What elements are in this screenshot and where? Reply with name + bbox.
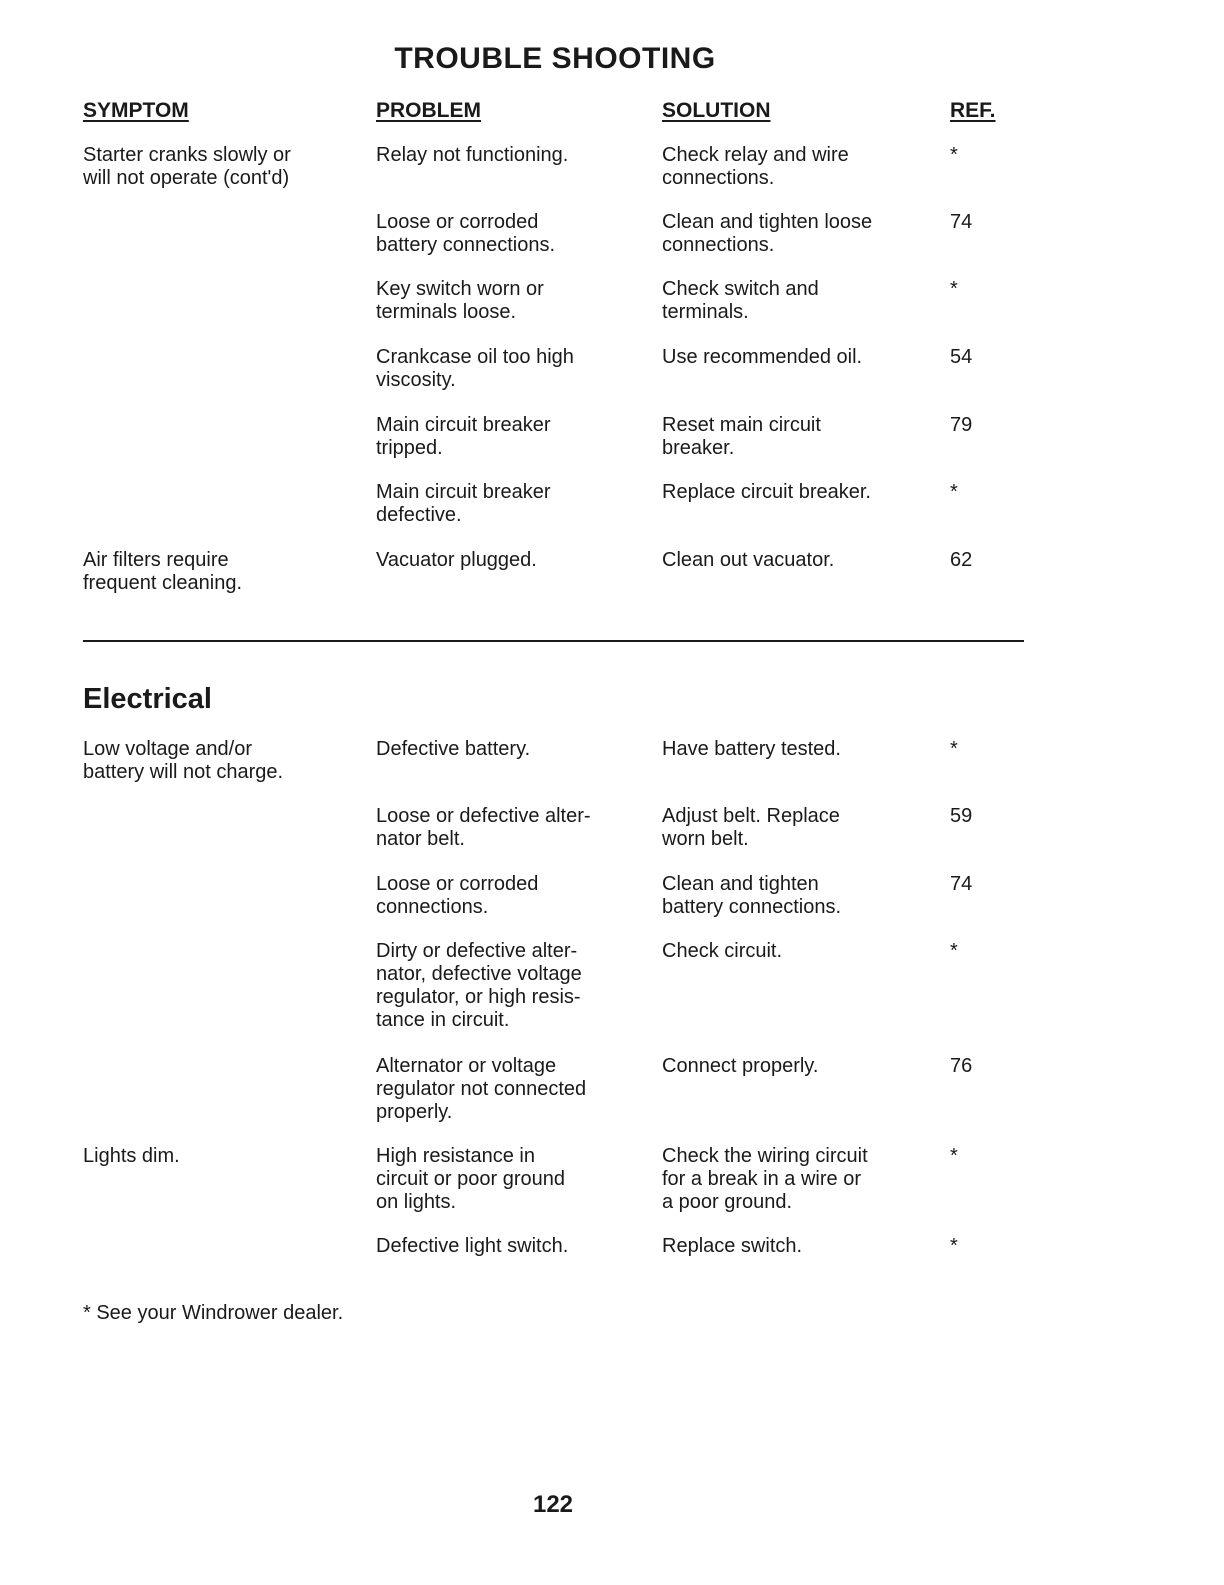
problem-cell: Alternator or voltage regulator not connected properly. (376, 1055, 587, 1123)
solution-cell: Reset main circuit breaker. (662, 414, 821, 459)
solution-cell: Use recommended oil. (662, 346, 863, 368)
problem-cell: Main circuit breaker tripped. (376, 414, 551, 459)
problem-cell: Loose or corroded battery connections. (376, 211, 555, 256)
section-divider (83, 640, 1024, 642)
ref-cell: 76 (950, 1055, 973, 1077)
problem-cell: Dirty or defective alter- nator, defective voltage regulator, or high resis- tance in circuit. (376, 940, 582, 1031)
ref-cell: * (950, 1145, 958, 1167)
ref-cell: * (950, 278, 958, 300)
problem-cell: Crankcase oil too high viscosity. (376, 346, 574, 391)
ref-cell: 59 (950, 805, 973, 827)
solution-cell: Check the wiring circuit for a break in a wire or a poor ground. (662, 1145, 868, 1213)
problem-cell: Key switch worn or terminals loose. (376, 278, 544, 323)
problem-cell: High resistance in circuit or poor ground on lights. (376, 1145, 565, 1213)
ref-cell: 74 (950, 873, 973, 895)
ref-cell: * (950, 481, 958, 503)
solution-cell: Clean and tighten battery connections. (662, 873, 841, 918)
ref-cell: 62 (950, 549, 973, 571)
solution-cell: Have battery tested. (662, 738, 841, 760)
solution-cell: Connect properly. (662, 1055, 819, 1077)
problem-cell: Vacuator plugged. (376, 549, 537, 571)
ref-cell: 54 (950, 346, 973, 368)
ref-cell: * (950, 940, 958, 962)
symptom-cell: Lights dim. (83, 1145, 180, 1167)
page-title: TROUBLE SHOOTING (394, 42, 716, 75)
ref-cell: 79 (950, 414, 973, 436)
problem-cell: Defective light switch. (376, 1235, 569, 1257)
solution-cell: Check relay and wire connections. (662, 144, 849, 189)
solution-cell: Check switch and terminals. (662, 278, 819, 323)
section-title-electrical: Electrical (83, 683, 212, 715)
page-number: 122 (532, 1491, 574, 1518)
problem-cell: Loose or defective alter- nator belt. (376, 805, 591, 850)
ref-cell: * (950, 738, 958, 760)
footnote: * See your Windrower dealer. (83, 1302, 344, 1324)
solution-cell: Replace switch. (662, 1235, 803, 1257)
problem-cell: Defective battery. (376, 738, 531, 760)
symptom-cell: Starter cranks slowly or will not operate (cont'd) (83, 144, 291, 189)
header-solution: SOLUTION (662, 99, 771, 122)
ref-cell: * (950, 144, 958, 166)
solution-cell: Clean and tighten loose connections. (662, 211, 873, 256)
header-ref: REF. (950, 99, 996, 122)
problem-cell: Loose or corroded connections. (376, 873, 539, 918)
symptom-cell: Low voltage and/or battery will not charge. (83, 738, 284, 783)
problem-cell: Main circuit breaker defective. (376, 481, 551, 526)
symptom-cell: Air filters require frequent cleaning. (83, 549, 243, 594)
solution-cell: Replace circuit breaker. (662, 481, 871, 503)
solution-cell: Check circuit. (662, 940, 783, 962)
solution-cell: Adjust belt. Replace worn belt. (662, 805, 840, 850)
problem-cell: Relay not functioning. (376, 144, 569, 166)
header-problem: PROBLEM (376, 99, 481, 122)
header-symptom: SYMPTOM (83, 99, 189, 122)
solution-cell: Clean out vacuator. (662, 549, 835, 571)
ref-cell: 74 (950, 211, 973, 233)
ref-cell: * (950, 1235, 958, 1257)
